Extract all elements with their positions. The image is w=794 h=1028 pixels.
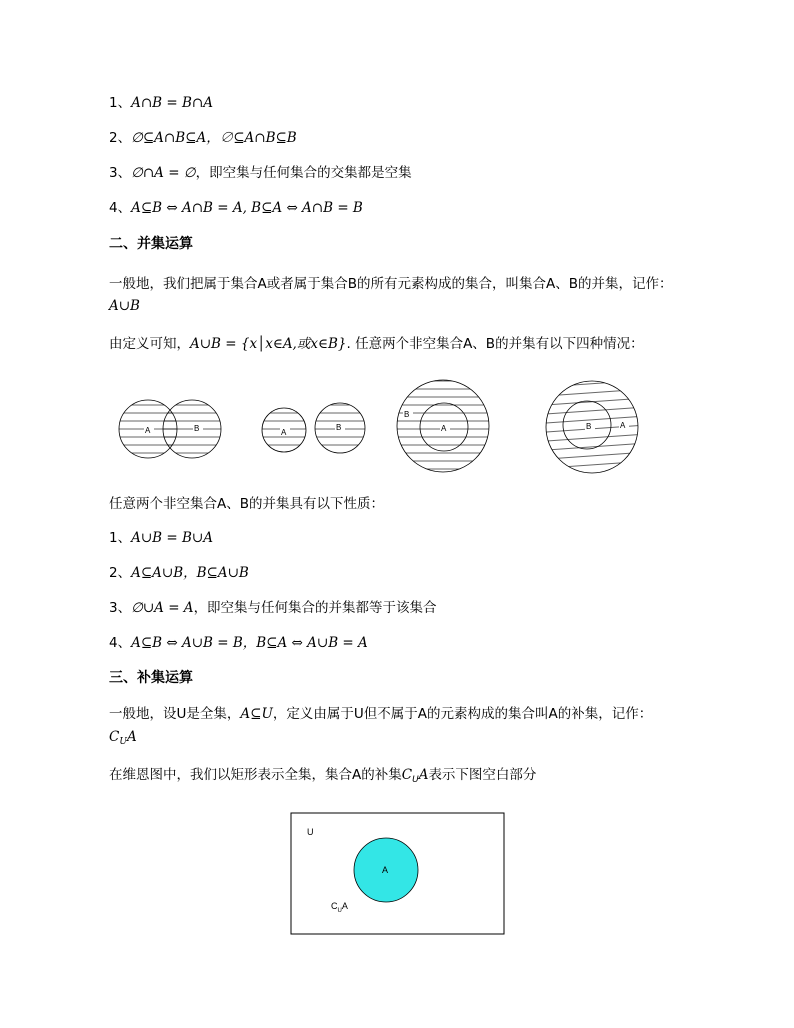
item-number: 1、 (109, 530, 132, 546)
item-number: 2、 (109, 565, 132, 581)
union-property-2 (109, 564, 249, 582)
complement-label: $C_UA$ (331, 901, 348, 914)
from-def-prefix: 由定义可知， (109, 336, 190, 352)
item-text: ，即空集与任何集合的交集都是空集 (195, 165, 412, 181)
intersection-property-2 (109, 129, 297, 147)
venn-overlapping (119, 400, 221, 458)
union-definition: 一般地，我们把属于集合A或者属于集合B的所有元素构成的集合，叫集合A、B的并集，记作： (109, 276, 673, 292)
label-a: A (145, 426, 151, 435)
label-b: B (336, 423, 342, 432)
union-set-builder: A∪B = {x│x∈A,或x∈B} (190, 336, 347, 352)
set-a-label: A (382, 865, 389, 875)
union-properties-intro: 任意两个非空集合A、B的并集具有以下性质： (109, 496, 384, 512)
formula: ∅⊆A∩B⊆A，∅⊆A∩B⊆B (131, 130, 297, 146)
notation-a: A (126, 729, 137, 745)
item-number: 2、 (109, 130, 132, 146)
union-notation: A∪B (109, 298, 140, 314)
item-number: 4、 (109, 635, 132, 651)
item-number: 1、 (109, 95, 132, 111)
label-b: B (194, 424, 200, 433)
formula: A⊆B ⇔ A∩B = A, B⊆A ⇔ A∩B = B (131, 200, 363, 216)
venn-a-subset-b (397, 380, 489, 472)
union-property-4 (109, 634, 368, 652)
intersection-property-1 (109, 94, 213, 112)
venn-description (109, 766, 536, 789)
item-number: 4、 (109, 200, 132, 216)
union-venn-diagrams (0, 385, 794, 475)
notation-c: C (109, 729, 120, 745)
complement-definition (109, 705, 652, 723)
formula: ∅∩A = ∅ (131, 165, 196, 181)
venn-b-subset-a (546, 381, 638, 473)
complement-venn-diagram (285, 810, 515, 940)
formula: A⊆A∪B，B⊆A∪B (131, 565, 249, 581)
complement-heading: 三、补集运算 (109, 670, 193, 686)
item-number: 3、 (109, 600, 132, 616)
venn-c: C (401, 767, 413, 783)
union-property-3 (109, 599, 437, 617)
notation-subscript: U (119, 737, 127, 747)
venn-subscript: U (412, 775, 419, 785)
item-number: 3、 (109, 165, 132, 181)
item-text: ，即空集与任何集合的并集都等于该集合 (193, 600, 437, 616)
formula: A∩B = B∩A (131, 95, 213, 111)
intersection-property-4 (109, 199, 363, 217)
formula: A∪B = B∪A (131, 530, 213, 546)
union-from-definition (109, 335, 644, 353)
universe-label: U (307, 827, 314, 837)
union-property-1 (109, 529, 213, 547)
union-heading: 二、并集运算 (109, 236, 193, 252)
from-def-suffix: . 任意两个非空集合A、B的并集有以下四种情况： (346, 336, 644, 352)
label-a: A (441, 424, 447, 433)
label-a: A (620, 421, 626, 430)
formula: ∅∪A = A (131, 600, 194, 616)
formula: A⊆B ⇔ A∪B = B，B⊆A ⇔ A∪B = A (131, 635, 368, 651)
venn-a: A (418, 767, 429, 783)
label-b: B (404, 410, 410, 419)
def-suffix: ，定义由属于U但不属于A的元素构成的集合叫A的补集，记作： (272, 706, 653, 722)
complement-notation (109, 728, 137, 751)
venn-suffix: 表示下图空白部分 (428, 767, 537, 783)
intersection-property-3 (109, 164, 412, 182)
set-b-circle (163, 400, 221, 458)
label-b: B (586, 422, 592, 431)
venn-prefix: 在维恩图中，我们以矩形表示全集，集合A的补集 (109, 767, 402, 783)
venn-disjoint (262, 403, 365, 453)
label-a: A (281, 428, 287, 437)
subset-formula: A⊆U (240, 706, 273, 722)
def-prefix: 一般地，设U是全集， (109, 706, 241, 722)
